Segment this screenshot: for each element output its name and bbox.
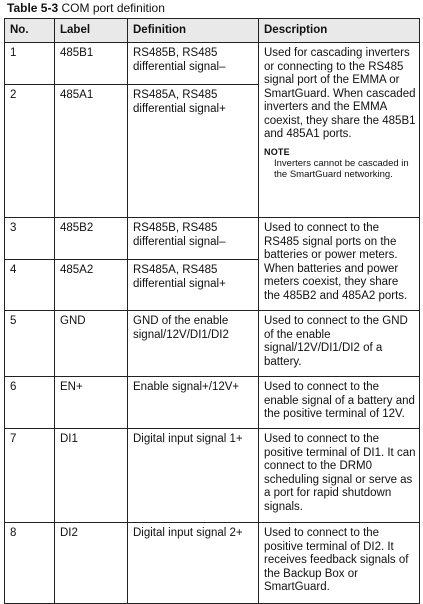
table-number: Table 5-3 (7, 1, 59, 15)
cell-definition: RS485B, RS485 differential signal– (128, 218, 259, 260)
table-header-row (5, 19, 420, 43)
table-title: COM port definition (61, 1, 165, 15)
cell-description: Used to connect to the enable signal of a battery and the positive terminal of 12V. (259, 377, 420, 429)
cell-label: 485A1 (55, 85, 128, 218)
cell-no: 7 (5, 429, 55, 523)
table-row (5, 523, 420, 604)
table-row (5, 311, 420, 377)
cell-description: Used to connect to the RS485 signal ports on the batteries or power meters. When batteries and power meters coexist, they share the 485B2 and 485A2 ports. (259, 218, 420, 311)
com-port-table (4, 18, 420, 604)
cell-label: 485A2 (55, 260, 128, 311)
cell-label: DI1 (55, 429, 128, 523)
note-body: Inverters cannot be cascaded in the SmartGuard networking. (274, 157, 409, 180)
cell-definition: GND of the enable signal/12V/DI1/DI2 (128, 311, 259, 377)
header-no: No. (5, 19, 55, 43)
cell-label: GND (55, 311, 128, 377)
cell-no: 5 (5, 311, 55, 377)
cell-description: Used to connect to the positive terminal of DI1. It can connect to the DRM0 scheduling signal or serve as a port for rapid shutdown signals. (259, 429, 420, 523)
table-row (5, 218, 420, 260)
cell-label: 485B2 (55, 218, 128, 260)
table-row (5, 429, 420, 523)
cell-description (259, 43, 420, 218)
table-row (5, 43, 420, 85)
cell-definition: Digital input signal 1+ (128, 429, 259, 523)
cell-definition: Digital input signal 2+ (128, 523, 259, 604)
cell-label: EN+ (55, 377, 128, 429)
cell-no: 3 (5, 218, 55, 260)
cell-no: 2 (5, 85, 55, 218)
cell-no: 1 (5, 43, 55, 85)
cell-definition: Enable signal+/12V+ (128, 377, 259, 429)
description-text: Used for cascading inverters or connecting to the RS485 signal port of the EMMA or SmartGuard. When cascaded inverters and the EMMA coexist, they share the 485B1 and 485A1 ports. (264, 47, 416, 140)
cell-definition: RS485A, RS485 differential signal+ (128, 85, 259, 218)
table-row (5, 377, 420, 429)
cell-no: 6 (5, 377, 55, 429)
cell-label: 485B1 (55, 43, 128, 85)
cell-no: 4 (5, 260, 55, 311)
cell-description: Used to connect to the positive terminal of DI2. It receives feedback signals of the Backup Box or SmartGuard. (259, 523, 420, 604)
cell-definition: RS485B, RS485 differential signal– (128, 43, 259, 85)
header-description: Description (259, 19, 420, 43)
note-title: NOTE (264, 146, 290, 157)
cell-definition: RS485A, RS485 differential signal+ (128, 260, 259, 311)
table-caption (7, 1, 165, 15)
cell-label: DI2 (55, 523, 128, 604)
cell-description: Used to connect to the GND of the enable signal/12V/DI1/DI2 of a battery. (259, 311, 420, 377)
header-label: Label (55, 19, 128, 43)
header-definition: Definition (128, 19, 259, 43)
cell-no: 8 (5, 523, 55, 604)
